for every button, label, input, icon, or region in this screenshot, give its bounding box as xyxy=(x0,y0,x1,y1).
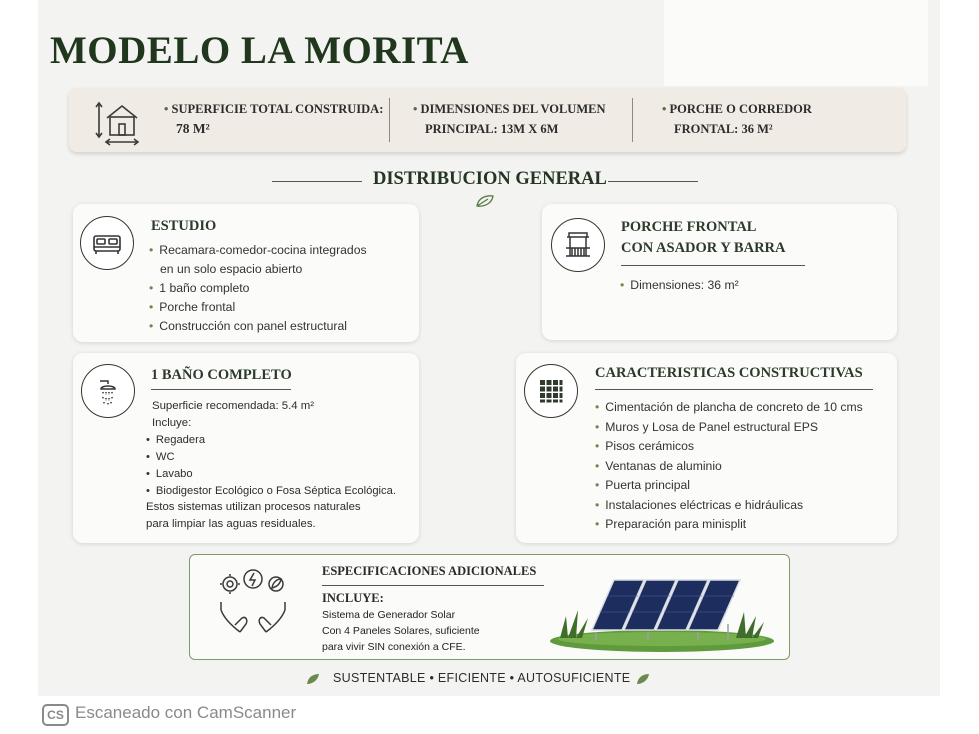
sustainability-hands-icon xyxy=(218,566,288,642)
footer-tagline: SUSTENTABLE • EFICIENTE • AUTOSUFICIENTE xyxy=(333,671,631,685)
bano-includes-label: Incluye: xyxy=(152,417,192,429)
card-title: 1 BAÑO COMPLETO xyxy=(151,367,292,383)
bano-surface: Superficie recomendada: 5.4 m² xyxy=(152,400,315,412)
card-title-line: CON ASADOR Y BARRA xyxy=(621,240,786,256)
page-title: MODELO LA MORITA xyxy=(50,29,469,72)
porche-list xyxy=(620,276,739,295)
leaf-icon xyxy=(306,673,320,685)
bano-note xyxy=(146,499,361,533)
title-underline xyxy=(322,585,544,586)
spec-text xyxy=(322,607,480,655)
summary-value: FRONTAL: 36 M² xyxy=(674,122,773,136)
spec-line: Con 4 Paneles Solares, suficiente xyxy=(322,625,480,637)
continuation-text: en un solo espacio abierto xyxy=(160,262,303,276)
note-line: Estos sistemas utilizan procesos naturales xyxy=(146,501,361,513)
list-item: • Recamara-comedor-cocina integrados xyxy=(149,241,367,260)
title-underline xyxy=(151,389,291,390)
summary-dimensions xyxy=(413,99,606,139)
list-item: • Pisos cerámicos xyxy=(595,437,863,457)
leaf-icon xyxy=(636,673,650,685)
divider xyxy=(389,98,390,142)
summary-value: PRINCIPAL: 13M X 6M xyxy=(425,122,559,136)
spec-line: para vivir SIN conexión a CFE. xyxy=(322,641,466,653)
icon-circle xyxy=(81,364,135,418)
list-item: • WC xyxy=(146,449,396,466)
summary-porch xyxy=(662,99,812,139)
section-line-right xyxy=(608,181,698,182)
summary-total-area xyxy=(164,99,383,139)
list-item: • Cimentación de plancha de concreto de 10 cms xyxy=(595,398,863,418)
note-line: para limpiar las aguas residuales. xyxy=(146,518,316,530)
section-line-left xyxy=(272,181,362,182)
list-item: • Preparación para minisplit xyxy=(595,515,863,535)
divider xyxy=(632,98,633,142)
caracteristicas-list xyxy=(595,398,863,535)
list-item-continuation xyxy=(149,260,367,279)
card-title: CARACTERISTICAS CONSTRUCTIVAS xyxy=(595,365,863,381)
summary-label: • SUPERFICIE TOTAL CONSTRUIDA: xyxy=(164,99,383,119)
list-item: • Puerta principal xyxy=(595,476,863,496)
spec-title: ESPECIFICACIONES ADICIONALES xyxy=(322,564,537,578)
list-item: • Dimensiones: 36 m² xyxy=(620,276,739,295)
list-item: • 1 baño completo xyxy=(149,279,367,298)
camscanner-logo: CS xyxy=(42,704,69,726)
list-item: • Instalaciones eléctricas e hidráulicas xyxy=(595,496,863,516)
list-item: • Construcción con panel estructural xyxy=(149,317,367,336)
spec-includes-label: INCLUYE: xyxy=(322,591,384,605)
summary-label: • PORCHE O CORREDOR xyxy=(662,99,812,119)
list-item: • Biodigestor Ecológico o Fosa Séptica Ecológica. xyxy=(146,483,396,500)
bed-icon xyxy=(90,226,124,260)
list-item: • Muros y Losa de Panel estructural EPS xyxy=(595,418,863,438)
title-underline xyxy=(595,389,873,390)
blank-area xyxy=(664,0,928,86)
solar-panels-image xyxy=(548,572,776,654)
list-item: • Ventanas de aluminio xyxy=(595,457,863,477)
card-title-line: PORCHE FRONTAL xyxy=(621,219,757,235)
icon-circle xyxy=(551,218,605,272)
list-item: • Regadera xyxy=(146,432,396,449)
spec-line: Sistema de Generador Solar xyxy=(322,609,456,621)
porch-icon xyxy=(561,228,595,262)
camscanner-watermark: Escaneado con CamScanner xyxy=(75,703,297,722)
card-title xyxy=(621,217,785,259)
summary-value: 78 M² xyxy=(176,121,210,136)
card-title: ESTUDIO xyxy=(151,218,217,234)
bano-list xyxy=(146,432,396,500)
shower-icon xyxy=(91,374,125,408)
estudio-list xyxy=(149,241,367,336)
icon-circle xyxy=(524,364,578,418)
title-underline xyxy=(621,265,805,266)
panel-grid-icon xyxy=(534,374,568,408)
house-dimensions-icon xyxy=(95,96,145,146)
section-title: DISTRIBUCION GENERAL xyxy=(373,169,607,189)
leaf-icon xyxy=(474,193,496,209)
list-item: • Porche frontal xyxy=(149,298,367,317)
list-item: • Lavabo xyxy=(146,466,396,483)
summary-label: • DIMENSIONES DEL VOLUMEN xyxy=(413,99,606,119)
icon-circle xyxy=(80,216,134,270)
